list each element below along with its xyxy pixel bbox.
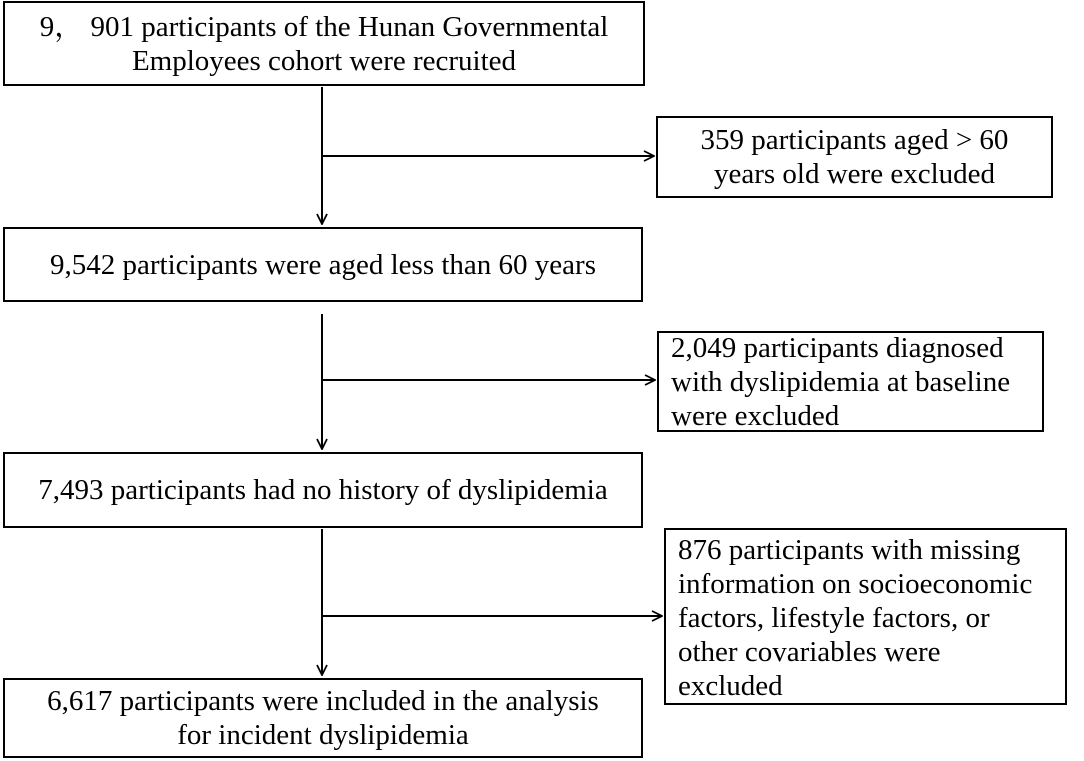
exclusion-aged-line-2: years old were excluded [713, 158, 995, 190]
box-included-line-2: for incident dyslipidemia [177, 719, 469, 751]
box-recruited-line-1: 9， 901 participants of the Hunan Governmental [39, 10, 609, 43]
box-no-history-line-1: 7,493 participants had no history of dyslipidemia [38, 474, 608, 506]
exclusion-aged-line-1: 359 participants aged > 60 [700, 124, 1009, 156]
exclusion-aged-over-60 [656, 116, 1053, 198]
exclusion-dyslipidemia-line-3: were excluded [671, 399, 840, 432]
exclusion-missing-line-5: excluded [678, 669, 783, 702]
exclusion-missing-line-4: other covariables were [678, 635, 941, 668]
box-included [3, 678, 643, 758]
exclusion-missing-line-2: information on socioeconomic [678, 567, 1033, 600]
exclusion-dyslipidemia-line-1: 2,049 participants diagnosed [671, 331, 1004, 364]
exclusion-dyslipidemia-baseline [657, 331, 1044, 432]
exclusion-missing-information [664, 528, 1067, 705]
exclusion-dyslipidemia-line-2: with dyslipidemia at baseline [671, 365, 1011, 398]
exclusion-missing-line-3: factors, lifestyle factors, or [678, 601, 990, 634]
box-no-history [3, 452, 643, 528]
box-aged-under-60 [3, 227, 643, 302]
box-recruited [3, 1, 645, 86]
box-included-line-1: 6,617 participants were included in the analysis [47, 685, 599, 717]
box-aged-under-60-line-1: 9,542 participants were aged less than 60 years [50, 248, 596, 281]
box-recruited-line-2: Employees cohort were recruited [131, 44, 517, 77]
exclusion-missing-line-1: 876 participants with missing [678, 533, 1021, 566]
